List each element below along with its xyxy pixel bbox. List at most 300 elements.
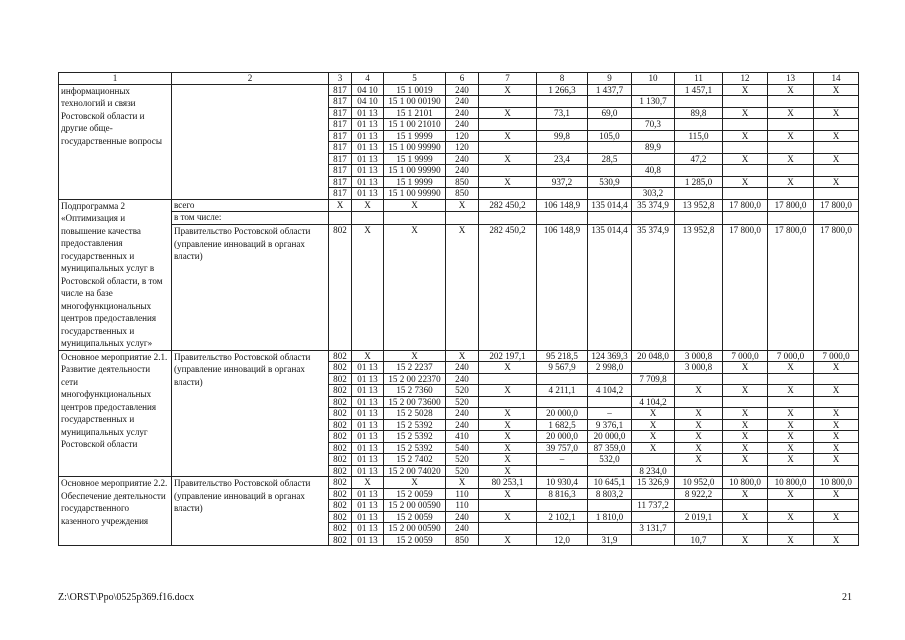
table-cell: 110 [446, 488, 479, 500]
table-cell: X [446, 350, 479, 362]
table-cell [479, 165, 537, 177]
table-cell: X [814, 385, 859, 397]
table-cell [537, 142, 588, 154]
table-cell [675, 396, 723, 408]
table-cell: 15 326,9 [632, 477, 675, 489]
table-cell [632, 454, 675, 466]
table-cell: 15 2 00 73600 [384, 396, 446, 408]
column-number: 13 [768, 73, 814, 85]
table-cell: X [675, 454, 723, 466]
table-cell: 240 [446, 373, 479, 385]
table-cell: 01 13 [352, 373, 384, 385]
table-cell [675, 523, 723, 535]
table-cell [675, 142, 723, 154]
table-cell: X [768, 130, 814, 142]
table-cell: 3 000,8 [675, 350, 723, 362]
table-header-row [59, 73, 859, 85]
table-cell [588, 142, 632, 154]
table-cell: 240 [446, 511, 479, 523]
table-cell: X [479, 408, 537, 420]
table-cell [675, 373, 723, 385]
table-cell: 240 [446, 119, 479, 131]
table-cell: 01 13 [352, 107, 384, 119]
table-cell [479, 523, 537, 535]
table-cell: 01 13 [352, 362, 384, 374]
table-cell: 15 2 7402 [384, 454, 446, 466]
table-cell: X [723, 534, 768, 546]
table-row [59, 212, 859, 225]
table-cell: 15 1 00 99990 [384, 165, 446, 177]
table-cell: 802 [329, 408, 352, 420]
table-cell: 04 10 [352, 96, 384, 108]
table-cell [768, 523, 814, 535]
table-cell: 40,8 [632, 165, 675, 177]
table-cell [588, 119, 632, 131]
table-cell: X [814, 488, 859, 500]
table-cell: 89,9 [632, 142, 675, 154]
table-cell [446, 212, 479, 225]
table-cell: X [768, 408, 814, 420]
table-cell: X [768, 454, 814, 466]
table-cell: 12,0 [537, 534, 588, 546]
table-cell: 01 13 [352, 431, 384, 443]
table-cell [768, 500, 814, 512]
table-cell: 802 [329, 488, 352, 500]
table-cell [632, 176, 675, 188]
table-cell: X [814, 419, 859, 431]
table-cell [723, 119, 768, 131]
table-cell: 99,8 [537, 130, 588, 142]
table-cell [723, 500, 768, 512]
table-cell: 135 014,4 [588, 225, 632, 350]
table-cell: 31,9 [588, 534, 632, 546]
table-cell [632, 362, 675, 374]
table-cell: X [768, 84, 814, 96]
table-cell [768, 96, 814, 108]
table-cell [588, 396, 632, 408]
table-cell: 28,5 [588, 153, 632, 165]
table-cell: X [723, 176, 768, 188]
executor-name: Правительство Ростовской области (управление инноваций в органах власти) [172, 350, 329, 477]
table-cell: 15 2 5028 [384, 408, 446, 420]
table-cell: 817 [329, 130, 352, 142]
table-cell [723, 165, 768, 177]
table-cell [479, 142, 537, 154]
column-number: 3 [329, 73, 352, 85]
table-cell: 3 000,8 [675, 362, 723, 374]
column-number: 9 [588, 73, 632, 85]
table-cell: 120 [446, 130, 479, 142]
table-cell: 817 [329, 188, 352, 200]
table-cell: 240 [446, 107, 479, 119]
table-cell: 35 374,9 [632, 225, 675, 350]
table-cell: X [329, 199, 352, 212]
table-cell [723, 465, 768, 477]
table-cell: X [384, 225, 446, 350]
table-cell: – [588, 408, 632, 420]
table-cell: X [768, 442, 814, 454]
table-cell: X [768, 431, 814, 443]
table-cell: 282 450,2 [479, 225, 537, 350]
table-cell: 106 148,9 [537, 199, 588, 212]
table-cell: 7 709,8 [632, 373, 675, 385]
table-cell: 4 104,2 [632, 396, 675, 408]
table-cell: 11 737,2 [632, 500, 675, 512]
activity-name: Основное мероприятие 2.2. Обеспечение деятельности государственного казенного учреждения [59, 477, 172, 546]
table-cell: 15 2 0059 [384, 488, 446, 500]
table-cell: X [723, 385, 768, 397]
table-cell: 240 [446, 408, 479, 420]
total-label: всего [172, 199, 329, 212]
table-cell: X [446, 199, 479, 212]
table-cell: 01 13 [352, 419, 384, 431]
table-cell: X [479, 107, 537, 119]
table-cell [768, 119, 814, 131]
table-cell: 10,7 [675, 534, 723, 546]
table-cell: X [446, 477, 479, 489]
table-cell: 15 2 00 00590 [384, 523, 446, 535]
table-cell: 115,0 [675, 130, 723, 142]
table-cell: 17 800,0 [768, 225, 814, 350]
table-cell: 15 1 9999 [384, 153, 446, 165]
table-cell: 817 [329, 96, 352, 108]
table-cell: 802 [329, 454, 352, 466]
table-cell: X [479, 419, 537, 431]
table-cell: 7 000,0 [723, 350, 768, 362]
table-cell: 10 800,0 [814, 477, 859, 489]
table-cell: 520 [446, 454, 479, 466]
table-cell: 01 13 [352, 500, 384, 512]
table-cell: X [479, 176, 537, 188]
table-cell: 802 [329, 477, 352, 489]
table-cell: 817 [329, 119, 352, 131]
table-cell: 802 [329, 385, 352, 397]
table-cell: 802 [329, 373, 352, 385]
table-cell [768, 373, 814, 385]
table-cell: 1 437,7 [588, 84, 632, 96]
table-cell: 1 130,7 [632, 96, 675, 108]
table-cell: 802 [329, 442, 352, 454]
table-cell: 01 13 [352, 130, 384, 142]
table-cell: 9 376,1 [588, 419, 632, 431]
table-cell: X [723, 362, 768, 374]
footer-page-number: 21 [842, 592, 852, 603]
table-cell: 3 131,7 [632, 523, 675, 535]
subprogram-name: Подпрограмма 2 «Оптимизация и повышение качества предоставления государственных и муниципальных услуг в Ростовской области, в том числе на базе многофункциональных центров предоставления государственных и муниципальных услуг» [59, 199, 172, 350]
table-cell: 10 645,1 [588, 477, 632, 489]
column-number: 5 [384, 73, 446, 85]
table-cell [588, 165, 632, 177]
table-cell [723, 373, 768, 385]
table-cell: 282 450,2 [479, 199, 537, 212]
table-cell: X [479, 385, 537, 397]
table-cell [329, 212, 352, 225]
table-cell [675, 165, 723, 177]
table-cell: 87 359,0 [588, 442, 632, 454]
table-cell: 20 000,0 [537, 431, 588, 443]
table-cell: 01 13 [352, 534, 384, 546]
table-cell: X [768, 488, 814, 500]
table-cell: X [479, 442, 537, 454]
table-cell [768, 142, 814, 154]
table-cell: 10 952,0 [675, 477, 723, 489]
table-cell: 802 [329, 523, 352, 535]
table-cell: X [814, 442, 859, 454]
table-cell: 2 102,1 [537, 511, 588, 523]
table-cell: 240 [446, 165, 479, 177]
table-cell [537, 96, 588, 108]
table-cell: 01 13 [352, 188, 384, 200]
table-cell: 35 374,9 [632, 199, 675, 212]
table-cell: 850 [446, 188, 479, 200]
table-cell: 23,4 [537, 153, 588, 165]
table-cell: 17 800,0 [723, 225, 768, 350]
table-cell: 04 10 [352, 84, 384, 96]
table-cell [723, 212, 768, 225]
table-cell: X [814, 534, 859, 546]
table-cell [479, 96, 537, 108]
table-cell: 01 13 [352, 465, 384, 477]
table-cell [814, 96, 859, 108]
table-cell: 1 457,1 [675, 84, 723, 96]
table-cell [588, 523, 632, 535]
table-cell: X [479, 362, 537, 374]
table-cell: 15 2 5392 [384, 419, 446, 431]
table-cell: 802 [329, 419, 352, 431]
table-cell: 01 13 [352, 119, 384, 131]
table-cell [675, 500, 723, 512]
table-cell [675, 96, 723, 108]
table-cell: 01 13 [352, 142, 384, 154]
table-cell: 15 2 0059 [384, 511, 446, 523]
table-cell [537, 465, 588, 477]
column-number: 6 [446, 73, 479, 85]
table-cell: X [479, 84, 537, 96]
table-cell [537, 188, 588, 200]
table-cell: 937,2 [537, 176, 588, 188]
table-cell: 540 [446, 442, 479, 454]
table-cell: X [675, 442, 723, 454]
table-cell: X [479, 431, 537, 443]
table-cell [588, 500, 632, 512]
table-cell: X [632, 408, 675, 420]
table-cell [479, 188, 537, 200]
table-row [59, 84, 859, 96]
table-cell: 802 [329, 511, 352, 523]
table-cell: X [384, 477, 446, 489]
table-cell: 802 [329, 362, 352, 374]
table-cell: 01 13 [352, 396, 384, 408]
table-cell [768, 465, 814, 477]
table-cell: X [479, 534, 537, 546]
table-cell: X [446, 225, 479, 350]
column-number: 8 [537, 73, 588, 85]
table-cell: 15 1 2101 [384, 107, 446, 119]
table-cell [814, 165, 859, 177]
table-cell: 802 [329, 350, 352, 362]
table-cell [537, 396, 588, 408]
including-label: в том числе: [172, 212, 329, 225]
table-row [59, 477, 859, 489]
table-cell: 17 800,0 [814, 199, 859, 212]
table-cell [537, 500, 588, 512]
table-cell [632, 511, 675, 523]
table-cell: X [814, 130, 859, 142]
table-cell [588, 188, 632, 200]
table-cell: X [723, 442, 768, 454]
table-cell [479, 396, 537, 408]
column-number: 4 [352, 73, 384, 85]
table-cell: 15 2 5392 [384, 442, 446, 454]
table-cell: 802 [329, 431, 352, 443]
table-cell: 9 567,9 [537, 362, 588, 374]
table-cell: 240 [446, 153, 479, 165]
table-cell: 15 1 9999 [384, 130, 446, 142]
table-cell: 520 [446, 465, 479, 477]
table-cell [537, 119, 588, 131]
table-cell: 01 13 [352, 165, 384, 177]
table-row [59, 225, 859, 350]
table-cell: X [768, 385, 814, 397]
table-cell: 105,0 [588, 130, 632, 142]
table-cell [675, 119, 723, 131]
column-number: 2 [172, 73, 329, 85]
column-number: 11 [675, 73, 723, 85]
table-cell: 240 [446, 84, 479, 96]
table-cell [814, 142, 859, 154]
table-cell [768, 188, 814, 200]
table-cell: 240 [446, 419, 479, 431]
table-cell [632, 488, 675, 500]
table-cell: 4 104,2 [588, 385, 632, 397]
table-cell: 530,9 [588, 176, 632, 188]
table-cell: X [723, 488, 768, 500]
table-cell: X [768, 419, 814, 431]
table-cell [479, 212, 537, 225]
table-cell [632, 153, 675, 165]
table-cell: 89,8 [675, 107, 723, 119]
table-cell: 01 13 [352, 176, 384, 188]
table-cell: X [814, 511, 859, 523]
program-name: информационных технологий и связи Ростовской области и другие обще-государственные вопросы [59, 84, 172, 199]
table-cell: 01 13 [352, 153, 384, 165]
table-cell [814, 396, 859, 408]
table-cell: 410 [446, 431, 479, 443]
table-cell: X [675, 419, 723, 431]
table-cell [352, 212, 384, 225]
table-cell: X [675, 431, 723, 443]
table-cell: 802 [329, 225, 352, 350]
table-cell [723, 96, 768, 108]
table-cell: X [352, 199, 384, 212]
table-cell [723, 142, 768, 154]
table-cell: X [814, 84, 859, 96]
table-cell: X [384, 350, 446, 362]
table-cell: X [479, 130, 537, 142]
table-cell: X [479, 465, 537, 477]
table-cell: 80 253,1 [479, 477, 537, 489]
table-cell: 01 13 [352, 488, 384, 500]
table-cell: X [352, 350, 384, 362]
table-cell: X [768, 176, 814, 188]
table-cell: 01 13 [352, 511, 384, 523]
table-cell [479, 373, 537, 385]
table-cell: 2 998,0 [588, 362, 632, 374]
table-cell [588, 96, 632, 108]
table-cell: X [632, 419, 675, 431]
table-cell: 817 [329, 142, 352, 154]
table-cell: 8 234,0 [632, 465, 675, 477]
table-cell: 817 [329, 176, 352, 188]
table-cell [814, 119, 859, 131]
table-cell: 17 800,0 [723, 199, 768, 212]
table-cell: X [723, 130, 768, 142]
table-cell: 240 [446, 362, 479, 374]
table-cell: X [479, 511, 537, 523]
table-cell: 1 285,0 [675, 176, 723, 188]
table-cell [479, 119, 537, 131]
table-cell [814, 523, 859, 535]
table-cell: X [384, 199, 446, 212]
table-cell [632, 84, 675, 96]
table-cell: 01 13 [352, 442, 384, 454]
table-cell [537, 212, 588, 225]
table-cell: 240 [446, 523, 479, 535]
table-cell: 802 [329, 534, 352, 546]
table-cell: 15 2 7360 [384, 385, 446, 397]
table-cell [632, 107, 675, 119]
table-cell: X [723, 431, 768, 443]
table-cell: 17 800,0 [814, 225, 859, 350]
table-cell: 15 2 00 22370 [384, 373, 446, 385]
table-cell: 70,3 [632, 119, 675, 131]
table-cell [814, 373, 859, 385]
table-cell: 01 13 [352, 385, 384, 397]
table-cell [814, 188, 859, 200]
table-cell: 47,2 [675, 153, 723, 165]
table-cell: X [479, 153, 537, 165]
column-number: 1 [59, 73, 172, 85]
table-cell: 120 [446, 142, 479, 154]
table-cell: X [768, 511, 814, 523]
table-cell [632, 212, 675, 225]
table-cell: X [479, 454, 537, 466]
table-cell: X [814, 408, 859, 420]
table-cell [537, 373, 588, 385]
table-cell: 15 1 00 99990 [384, 188, 446, 200]
table-cell: X [479, 488, 537, 500]
table-cell [384, 212, 446, 225]
table-cell: 802 [329, 396, 352, 408]
table-cell: 4 211,1 [537, 385, 588, 397]
table-cell: 15 2 00 00590 [384, 500, 446, 512]
table-cell [588, 373, 632, 385]
table-cell: 202 197,1 [479, 350, 537, 362]
column-number: 14 [814, 73, 859, 85]
table-cell: 1 682,5 [537, 419, 588, 431]
table-cell: 124 369,3 [588, 350, 632, 362]
table-cell: 817 [329, 165, 352, 177]
table-cell: X [723, 107, 768, 119]
table-cell: X [723, 419, 768, 431]
table-cell [588, 465, 632, 477]
table-cell: 802 [329, 500, 352, 512]
table-cell: 135 014,4 [588, 199, 632, 212]
table-cell: X [675, 408, 723, 420]
table-cell [723, 396, 768, 408]
table-cell: 8 816,3 [537, 488, 588, 500]
table-cell: X [814, 153, 859, 165]
